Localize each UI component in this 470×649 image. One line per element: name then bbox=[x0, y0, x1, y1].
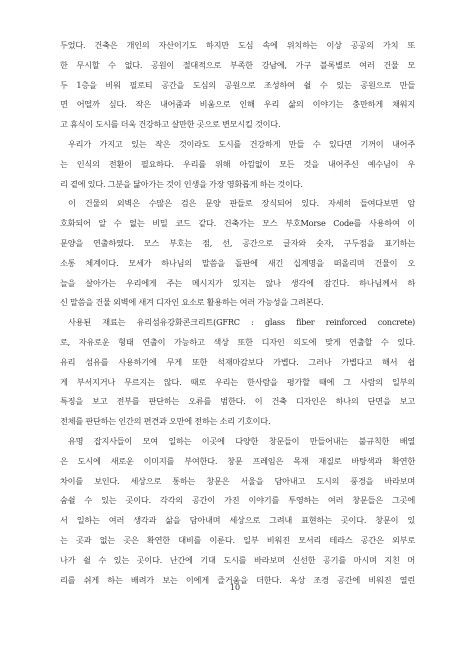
text-line: 은 도시에 새로운 이미지를 부여한다. 창문 프레임은 목재 재질로 바탕색과 확연한 bbox=[60, 455, 415, 466]
paragraph bbox=[60, 194, 415, 313]
text-line: 게 부서지거나 무르지는 않다. 때로 우리는 한사람을 평가할 때에 그 사람의 일부의 bbox=[60, 376, 415, 387]
text-line: 소통 체계이다. 모세가 하나님의 말씀을 돌판에 새긴 십계명을 떠올리며 건물이 오 bbox=[60, 257, 415, 268]
text-line: 우리가 가지고 있는 작은 것이라도 도시를 건강하게 만들 수 있다면 기꺼이 내어주 bbox=[68, 138, 415, 149]
text-line: 고 휴식이 도시를 더욱 건강하고 살만한 곳으로 변모시킬 것이다. bbox=[60, 119, 281, 130]
text-line: 리 곁에 있다. 그분을 닮아가는 것이 인생을 가장 영화롭게 하는 것이다. bbox=[60, 178, 303, 189]
text-line: 신 말씀을 건물 외벽에 새겨 디자인 요소로 활용하는 여러 가능성을 그려본다. bbox=[60, 297, 324, 308]
text-line: 전체를 판단하는 인간의 편견과 오만에 전하는 소리 기호이다. bbox=[60, 416, 271, 427]
text-line: 면 어떨까 싶다. 작은 내어줌과 비움으로 인해 우리 삶의 이야기는 충만하게 채워지 bbox=[60, 99, 415, 110]
paragraph bbox=[60, 36, 415, 135]
text-line: 유명 잡지사들이 모여 일하는 이곳에 다양한 창문들이 만들어내는 불규칙한 배열 bbox=[68, 435, 415, 446]
text-line: 늘을 살아가는 우리에게 주는 메시지가 있지는 않나 생각에 잠긴다. 하나님께서 하 bbox=[60, 277, 415, 288]
text-line: 로, 자유로운 형태 연출이 가능하고 색상 또한 디자인 의도에 맞게 연출할 수 있다. bbox=[60, 336, 415, 347]
text-line: 두 1층을 비워 필로티 공간을 도심의 공원으로 조성하여 쉴 수 있는 공원으로 만들 bbox=[60, 79, 415, 90]
paragraph bbox=[60, 135, 415, 194]
text-line: 는 인식의 전환이 필요하다. 우리를 위해 아낌없이 모든 것을 내어주신 예수님이 우 bbox=[60, 158, 415, 169]
text-line: 특징을 보고 전부를 판단하는 오류를 범한다. 이 건축 디자인은 하나의 단면을 보고 bbox=[60, 396, 415, 407]
text-line: 는 곳과 없는 곳은 확연한 대비를 이룬다. 일부 비워진 모서리 테라스 공간은 외부로 bbox=[60, 534, 415, 545]
text-line: 서 일하는 여러 생각과 삶을 담아내며 세상으로 그려내 표현하는 곳이다. 창문이 있 bbox=[60, 515, 415, 526]
body-text bbox=[60, 36, 415, 590]
text-line: 한 무시할 수 없다. 공원이 절대적으로 부족한 강남에, 가구 블록별로 여러 건물 모 bbox=[60, 59, 415, 70]
paragraph bbox=[60, 432, 415, 590]
text-line: 호화되어 알 수 없는 비밀 코드 같다. 건축가는 모스 부호Morse Code를 사용하여 이 bbox=[60, 218, 415, 229]
text-line: 이 건물의 외벽은 수많은 검은 문양 판들로 장식되어 있다. 자세히 들여다보면 암 bbox=[68, 198, 415, 209]
page-number: 10 bbox=[229, 583, 241, 592]
text-line: 문양을 연출하였다. 모스 부호는 점, 선, 공간으로 글자와 숫자, 구두점을 표기하는 bbox=[60, 237, 415, 248]
text-line: 유리 섬유를 사용하기에 무게 또한 석재마감보다 가볍다. 그러나 가볍다고 해서 쉽 bbox=[60, 356, 415, 367]
text-line: 차이를 보인다. 세상으로 통하는 창문은 서울을 담아내고 도시의 풍경을 바라보며 bbox=[60, 475, 415, 486]
text-line: 사용된 재료는 유리섬유강화콘크리트(GFRC : glass fiber reinforced concrete) bbox=[68, 317, 415, 328]
text-line: 리를 쉬게 하는 배려가 보는 이에게 즐거움을 더한다. 옥상 조경 공간에 비워진 열린 bbox=[60, 574, 415, 585]
text-line: 나가 쉴 수 있는 곳이다. 난간에 기대 도시를 바라보며 신선한 공기를 마시며 지친 머 bbox=[60, 554, 415, 565]
paragraph bbox=[60, 313, 415, 432]
text-line: 두었다. 건축은 개인의 자산이기도 하지만 도심 속에 위치하는 이상 공공의 가치 또 bbox=[60, 40, 415, 50]
text-line: 숨쉴 수 있는 곳이다. 각각의 공간이 가진 이야기를 투영하는 여러 창문들은 그곳에 bbox=[60, 495, 415, 506]
